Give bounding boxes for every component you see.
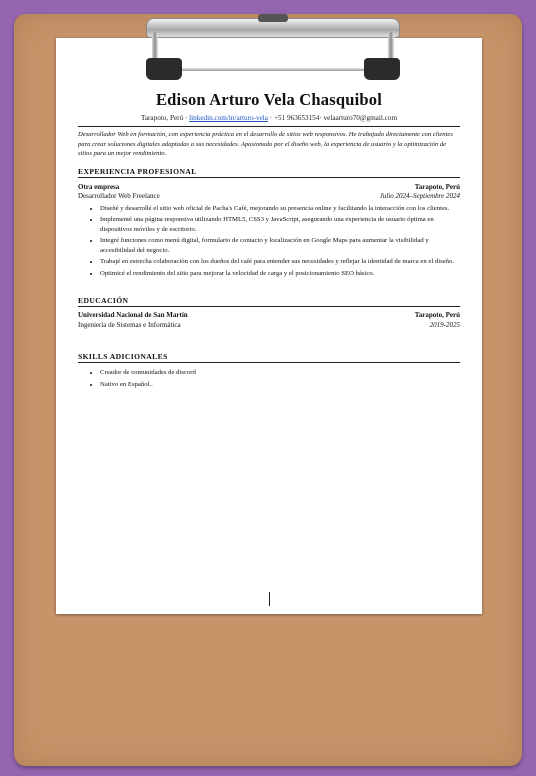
list-item: • Implementé una página responsiva utilizando HTML5, CSS3 y JavaScript, asegurando una experiencia de usuario óptima en dispositivos móviles y de escritorio.	[100, 215, 460, 234]
clipboard-clip	[146, 18, 400, 82]
education-degree: Ingeniería de Sistemas e Informática	[78, 320, 181, 329]
education-school: Universidad Nacional de San Martín	[78, 310, 188, 319]
clip-foot-right	[364, 58, 400, 80]
skills-section-title: SKILLS ADICIONALES	[78, 352, 460, 363]
contact-location: Tarapoto, Perú ·	[140, 114, 190, 122]
experience-section-title: EXPERIENCIA PROFESIONAL	[78, 167, 460, 178]
contact-phone-email: · +51 963653154· velaarturo70@gmail.com	[268, 114, 398, 122]
list-item: • Optimicé el rendimiento del sitio para mejorar la velocidad de carga y el posicionamiento SEO básico.	[100, 269, 460, 279]
experience-role-row	[78, 192, 460, 202]
skills-list	[78, 368, 460, 389]
resume-name: Edison Arturo Vela Chasquibol	[155, 90, 383, 109]
linkedin-link[interactable]: linkedin.com/in/arturo-vela	[189, 114, 268, 122]
header-divider	[78, 126, 460, 127]
clip-hinge	[258, 14, 288, 22]
experience-header-row	[78, 183, 460, 193]
education-dates: 2019-2025	[429, 320, 460, 329]
resume-content	[78, 90, 460, 391]
education-header-row	[78, 311, 460, 321]
list-item: • Trabajé en estrecha colaboración con los dueños del café para entender sus necesidades y reflejar la identidad de marca en el diseño.	[100, 257, 460, 267]
education-location: Tarapoto, Perú	[414, 310, 460, 319]
list-item: • Nativo en Español..	[100, 380, 460, 390]
list-item: • Integré funciones como menú digital, formulario de contacto y localización en Google Maps para aumentar la visibilidad y accesibilidad del negocio.	[100, 236, 460, 255]
contact-line	[78, 114, 460, 122]
clip-foot-left	[146, 58, 182, 80]
text-cursor	[269, 592, 270, 606]
summary-text: Desarrollador Web en formación, con experiencia práctica en el desarrollo de sitios web responsivos. He trabajado directamente con clientes para crear soluciones digitales adaptadas a sus necesidades. Apasionado por el diseño web, la experiencia de usuario y la optimización de sitios para un mejor rendimiento.	[78, 131, 453, 158]
clip-crossbar	[182, 68, 364, 71]
experience-dates: Julio 2024–Septiembre 2024	[379, 192, 460, 201]
education-section-title: EDUCACIÓN	[78, 296, 460, 307]
list-item: • Creador de comunidades de discord	[100, 368, 460, 378]
experience-bullets	[78, 204, 460, 278]
resume-paper	[56, 38, 482, 614]
experience-role: Desarrollador Web Freelance	[78, 192, 160, 201]
experience-company: Otra empresa	[78, 182, 120, 191]
experience-location: Tarapoto, Perú	[414, 182, 460, 191]
education-degree-row	[78, 321, 460, 331]
list-item: • Diseñé y desarrollé el sitio web oficial de Pacha's Café, mejorando su presencia online y facilitando la interacción con los clientes.	[100, 204, 460, 214]
